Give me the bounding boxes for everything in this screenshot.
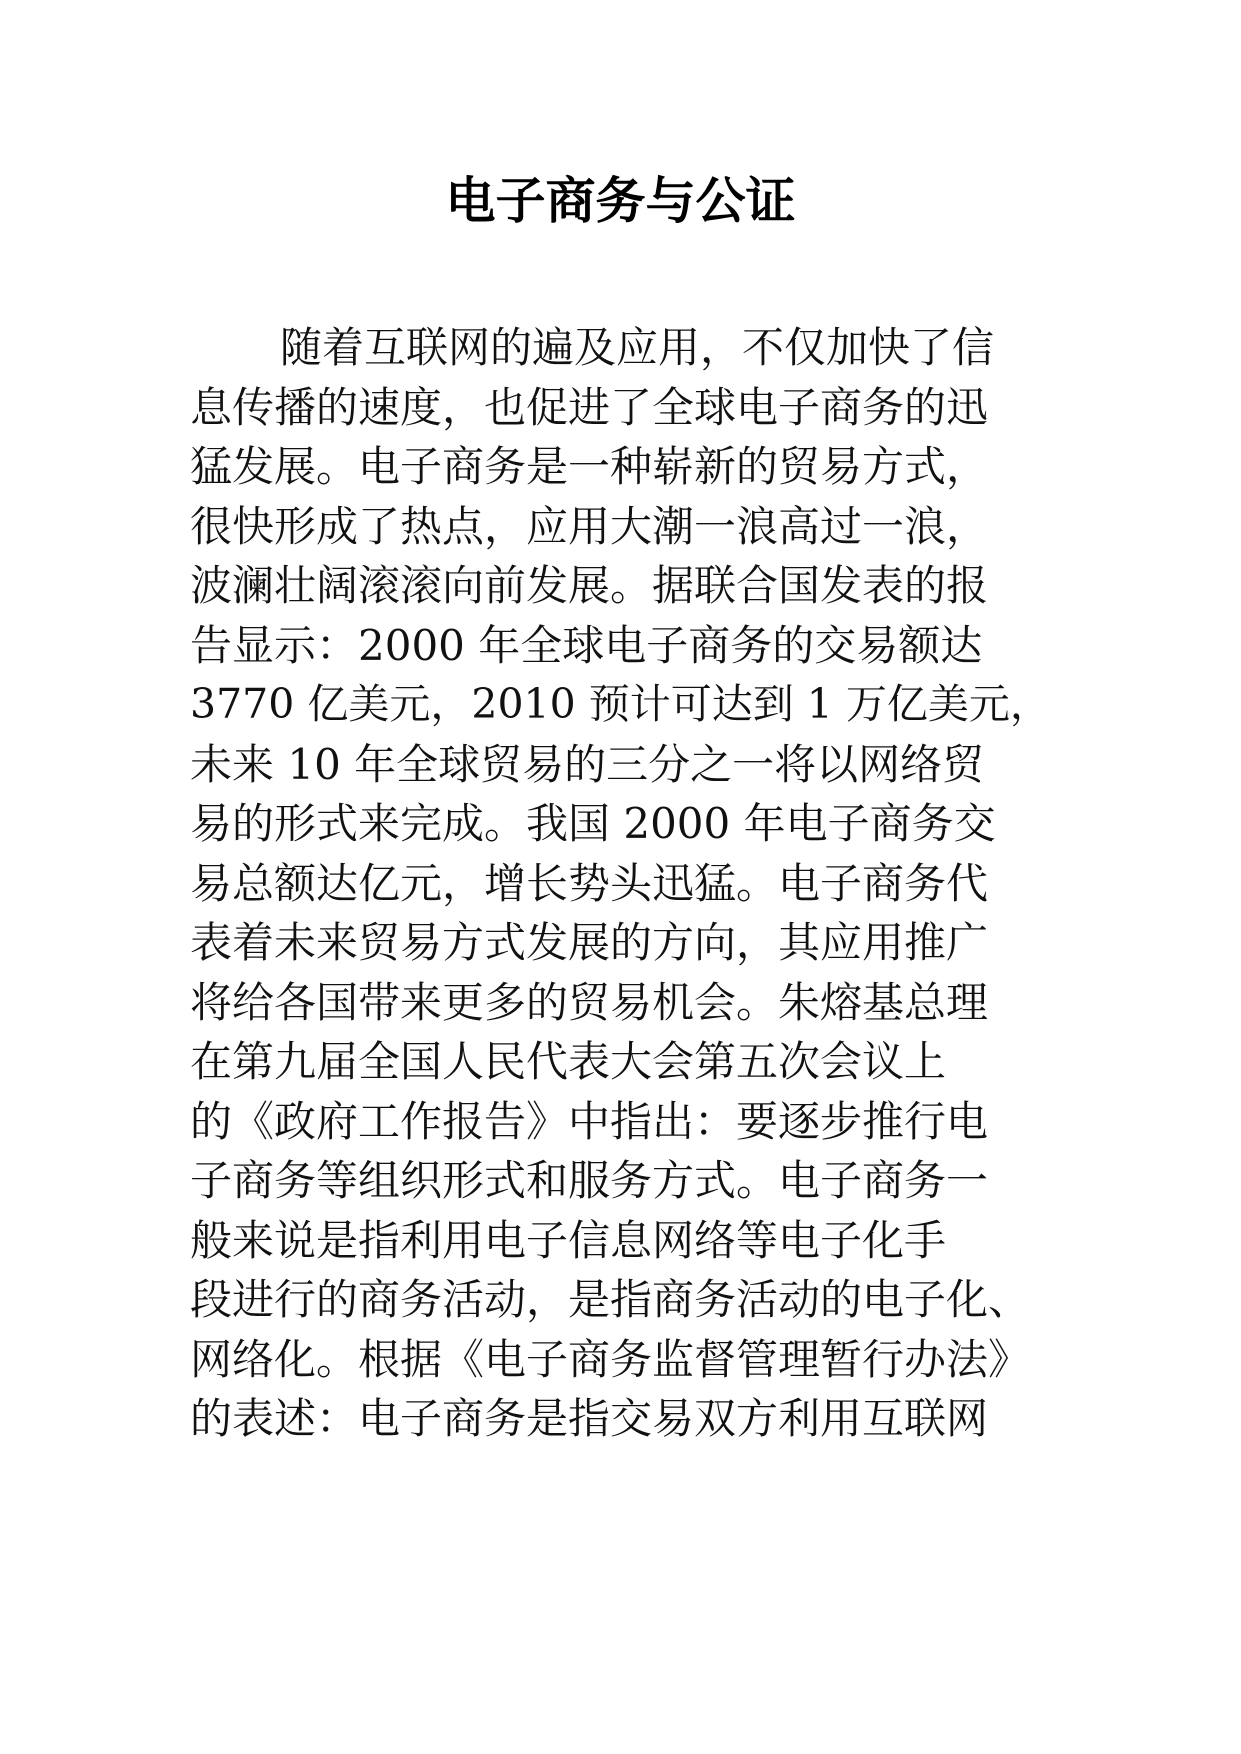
document-title: 电子商务与公证 bbox=[445, 172, 796, 230]
text-line: 子商务等组织形式和服务方式。电子商务一 bbox=[190, 1156, 989, 1205]
text-line: 息传播的速度，也促进了全球电子商务的迅 bbox=[190, 382, 989, 432]
text-line: 表着未来贸易方式发展的方向，其应用推广 bbox=[190, 918, 989, 967]
text-line: 波澜壮阔滚滚向前发展。据联合国发表的报 bbox=[190, 561, 989, 610]
text-line: 随着互联网的遍及应用，不仅加快了信 bbox=[280, 323, 995, 372]
text-line: 易的形式来完成。我国 2000 年电子商务交 bbox=[190, 799, 996, 848]
text-line: 很快形成了热点，应用大潮一浪高过一浪， bbox=[190, 501, 989, 551]
text-line: 般来说是指利用电子信息网络等电子化手 bbox=[190, 1215, 947, 1265]
text-line: 网络化。根据《电子商务监督管理暂行办法》 bbox=[190, 1334, 1031, 1384]
text-line: 的表述：电子商务是指交易双方利用互联网 bbox=[190, 1394, 989, 1443]
text-line: 段进行的商务活动，是指商务活动的电子化、 bbox=[190, 1275, 1031, 1324]
text-line: 的《政府工作报告》中指出：要逐步推行电 bbox=[190, 1096, 989, 1146]
text-line: 在第九届全国人民代表大会第五次会议上 bbox=[190, 1037, 947, 1086]
text-line: 将给各国带来更多的贸易机会。朱熔基总理 bbox=[190, 977, 989, 1027]
text-line: 3770 亿美元，2010 预计可达到 1 万亿美元， bbox=[190, 680, 1051, 728]
text-line: 告显示：2000 年全球电子商务的交易额达 bbox=[190, 620, 983, 670]
text-line: 猛发展。电子商务是一种崭新的贸易方式， bbox=[190, 442, 989, 491]
text-line: 未来 10 年全球贸易的三分之一将以网络贸 bbox=[190, 739, 985, 789]
body-paragraph bbox=[190, 318, 1060, 1449]
text-line: 易总额达亿元，增长势头迅猛。电子商务代 bbox=[190, 858, 989, 908]
